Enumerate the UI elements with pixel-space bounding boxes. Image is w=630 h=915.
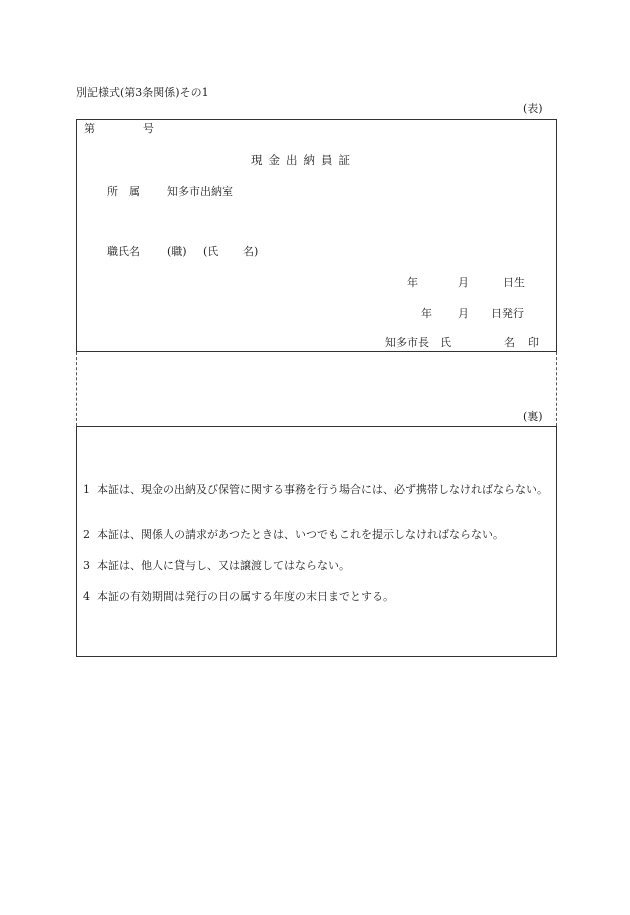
note-text: 本証は、現金の出納及び保管に関する事務を行う場合には、必ず携帯しなければならない。: [97, 483, 548, 496]
cut-line-left: [76, 352, 77, 426]
position-placeholder: (職): [167, 245, 187, 258]
issuer-title: 知多市長 氏: [385, 336, 451, 349]
note-item: [83, 481, 548, 498]
number-suffix: 号: [143, 122, 154, 135]
note-item: [83, 588, 548, 605]
card-title: 現金出納員証: [251, 153, 356, 167]
birth-month: 月: [458, 276, 469, 289]
birth-year: 年: [407, 276, 418, 289]
name-placeholder-close: 名): [243, 245, 259, 258]
name-label: 職氏名: [107, 245, 140, 258]
cut-line-right: [556, 352, 557, 426]
note-number: 1: [83, 483, 90, 496]
note-item: [83, 526, 548, 543]
form-label: 別記様式(第3条関係)その1: [76, 86, 209, 99]
note-number: 4: [83, 590, 90, 603]
issue-month: 月: [458, 307, 469, 320]
note-text: 本証は、他人に貸与し、又は譲渡してはならない。: [97, 559, 350, 572]
seal-mark: 印: [528, 336, 539, 349]
issue-year: 年: [421, 307, 432, 320]
note-text: 本証の有効期間は発行の日の属する年度の末日までとする。: [97, 590, 394, 603]
note-number: 3: [83, 559, 90, 572]
name-placeholder-open: (氏: [203, 245, 219, 258]
note-item: [83, 557, 548, 574]
department-label: 所 属: [107, 185, 140, 198]
note-number: 2: [83, 528, 90, 541]
number-prefix: 第: [84, 122, 95, 135]
note-text: 本証は、関係人の請求があつたときは、いつでもこれを提示しなければならない。: [97, 528, 504, 541]
back-side-mark: (裏): [523, 410, 543, 423]
birth-day: 日生: [503, 276, 525, 289]
front-side-mark: (表): [523, 102, 543, 115]
card-front: [76, 119, 557, 352]
card-back: [76, 426, 557, 657]
department-value: 知多市出納室: [167, 185, 233, 198]
issuer-name: 名: [504, 336, 515, 349]
issue-day: 日発行: [491, 307, 524, 320]
